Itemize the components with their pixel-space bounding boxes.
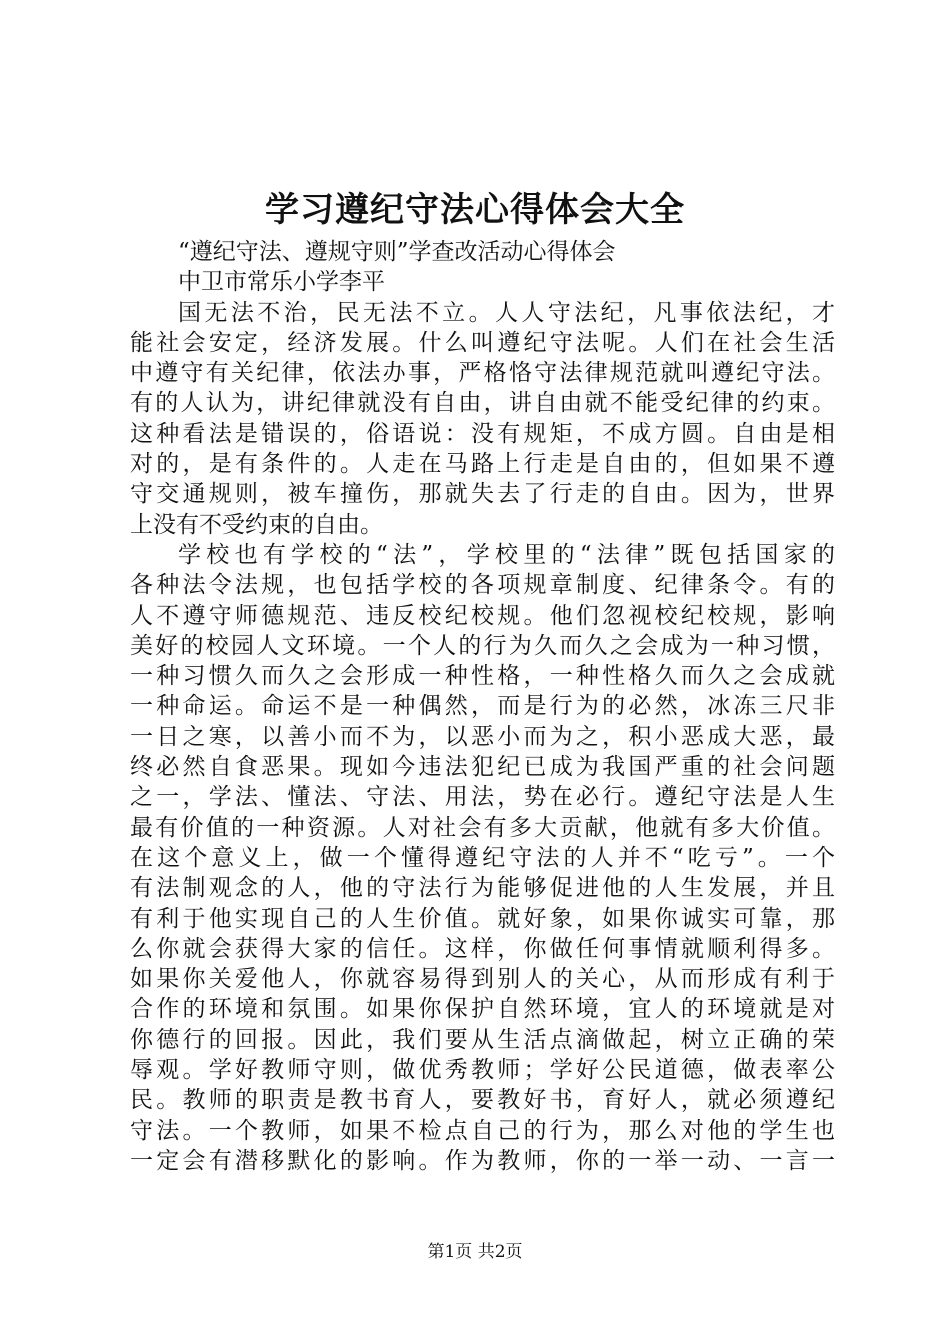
text-line: 一日之寒，以善小而不为，以恶小而为之，积小恶成大恶，最 — [130, 723, 835, 750]
text-line: 人不遵守师德规范、违反校纪校规。他们忽视校纪校规，影响 — [130, 602, 835, 629]
text-line: 在这个意义上，做一个懂得遵纪守法的人并不“吃亏”。一个 — [130, 844, 835, 871]
text-line: 如果你关爱他人，你就容易得到别人的关心，从而形成有利于 — [130, 966, 835, 993]
text-line: 终必然自食恶果。现如今违法犯纪已成为我国严重的社会问题 — [130, 754, 835, 781]
text-line: 美好的校园人文环境。一个人的行为久而久之会成为一种习惯， — [130, 632, 835, 659]
text-line: 之一，学法、懂法、守法、用法，势在必行。遵纪守法是人生 — [130, 784, 835, 811]
page-footer: 第1页 共2页 — [427, 1242, 523, 1262]
text-line: 一定会有潜移默化的影响。作为教师，你的一举一动、一言一 — [130, 1147, 835, 1174]
text-line: 各种法令法规，也包括学校的各项规章制度、纪律条令。有的 — [130, 572, 835, 599]
text-line: 辱观。学好教师守则，做优秀教师；学好公民道德，做表率公 — [130, 1057, 835, 1084]
text-line: 能社会安定，经济发展。什么叫遵纪守法呢。人们在社会生活 — [130, 329, 835, 356]
text-line: 一种命运。命运不是一种偶然，而是行为的必然，冰冻三尺非 — [130, 693, 835, 720]
text-line: 中遵守有关纪律，依法办事，严格恪守法律规范就叫遵纪守法。 — [130, 360, 835, 387]
text-line: 守法。一个教师，如果不检点自己的行为，那么对他的学生也 — [130, 1117, 835, 1144]
text-line: 有的人认为，讲纪律就没有自由，讲自由就不能受纪律的约束。 — [130, 390, 835, 417]
text-line: 守交通规则，被车撞伤，那就失去了行走的自由。因为，世界 — [130, 481, 835, 508]
text-line: 对的，是有条件的。人走在马路上行走是自由的，但如果不遵 — [130, 451, 835, 478]
document-body — [130, 237, 835, 1176]
text-line: 最有价值的一种资源。人对社会有多大贡献，他就有多大价值。 — [130, 814, 835, 841]
document-title: 学习遵纪守法心得体会大全 — [265, 190, 685, 230]
text-line: 学校也有学校的“法”，学校里的“法律”既包括国家的 — [178, 541, 835, 568]
text-line: 么你就会获得大家的信任。这样，你做任何事情就顺利得多。 — [130, 935, 835, 962]
text-line: 这种看法是错误的，俗语说：没有规矩，不成方圆。自由是相 — [130, 420, 835, 447]
text-line: 国无法不治，民无法不立。人人守法纪，凡事依法纪，才 — [178, 299, 835, 326]
text-line: 有法制观念的人，他的守法行为能够促进他的人生发展，并且 — [130, 875, 835, 902]
author-line: 中卫市常乐小学李平 — [178, 269, 385, 296]
text-line: 有利于他实现自己的人生价值。就好象，如果你诚实可靠，那 — [130, 905, 835, 932]
text-line: 合作的环境和氛围。如果你保护自然环境，宜人的环境就是对 — [130, 996, 835, 1023]
text-line: 一种习惯久而久之会形成一种性格，一种性格久而久之会成就 — [130, 663, 835, 690]
text-line: 上没有不受约束的自由。 — [130, 511, 383, 538]
text-line: 你德行的回报。因此，我们要从生活点滴做起，树立正确的荣 — [130, 1026, 835, 1053]
text-line: 民。教师的职责是教书育人，要教好书，育好人，就必须遵纪 — [130, 1087, 835, 1114]
subtitle-line: “遵纪守法、遵规守则”学查改活动心得体会 — [178, 239, 616, 265]
